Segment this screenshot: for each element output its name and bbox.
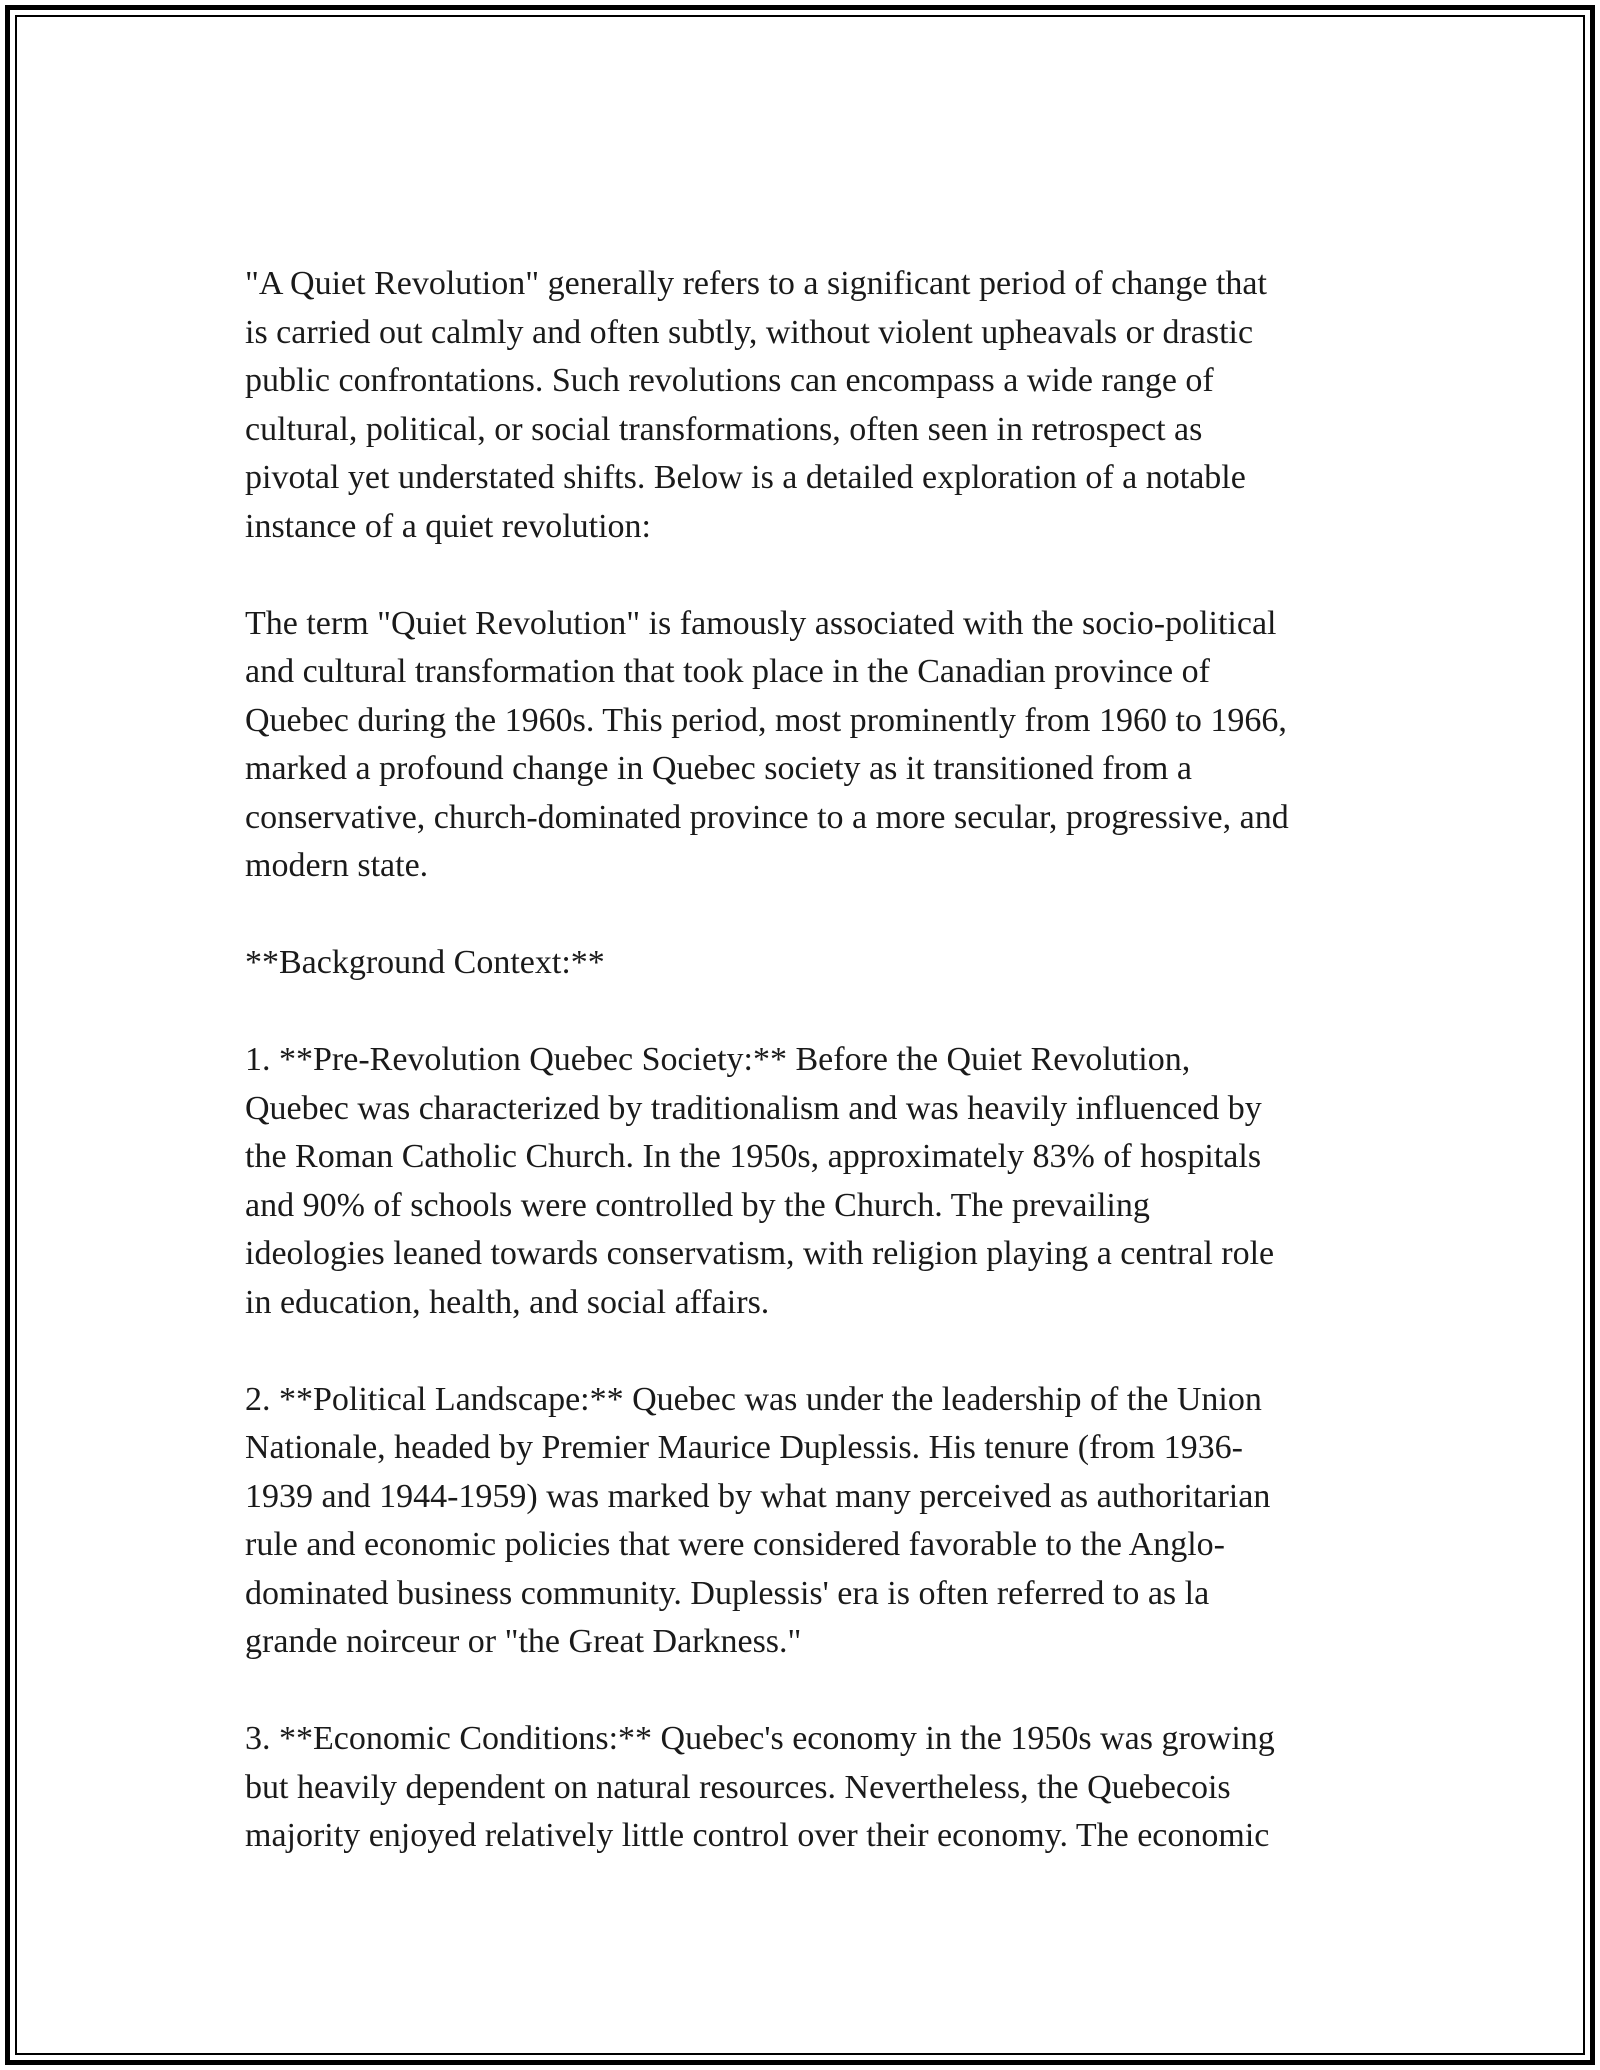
text-line: rule and economic policies that were considered favorable to the Anglo- — [245, 1526, 1225, 1563]
paragraph-point-2 — [245, 1376, 1395, 1667]
text-line: "A Quiet Revolution" generally refers to a significant period of change that — [245, 265, 1267, 302]
text-line: dominated business community. Duplessis' era is often referred to as la — [245, 1574, 1210, 1612]
text-line: marked a profound change in Quebec society as it transitioned from a — [245, 750, 1192, 787]
text-line: 1. **Pre-Revolution Quebec Society:** Before the Quiet Revolution, — [245, 1041, 1191, 1078]
paragraph-point-3 — [245, 1715, 1395, 1861]
text-line: public confrontations. Such revolutions can encompass a wide range of — [245, 362, 1214, 399]
paragraph-term — [245, 600, 1395, 891]
text-line: 2. **Political Landscape:** Quebec was under the leadership of the Union — [245, 1380, 1262, 1418]
section-heading-background — [245, 939, 1395, 988]
text-line: instance of a quiet revolution: — [245, 507, 651, 545]
text-line: **Background Context:** — [245, 944, 605, 981]
text-line: The term "Quiet Revolution" is famously associated with the socio-political — [245, 604, 1277, 642]
text-line: majority enjoyed relatively little control over their economy. The economic — [245, 1817, 1270, 1854]
text-line: in education, health, and social affairs. — [245, 1283, 770, 1321]
text-line: Quebec during the 1960s. This period, most prominently from 1960 to 1966, — [245, 701, 1287, 739]
text-line: Nationale, headed by Premier Maurice Duplessis. His tenure (from 1936- — [245, 1429, 1243, 1466]
text-line: pivotal yet understated shifts. Below is a detailed exploration of a notable — [245, 459, 1246, 496]
text-line: and cultural transformation that took place in the Canadian province of — [245, 653, 1210, 690]
document-body — [245, 260, 1395, 1909]
text-line: conservative, church-dominated province to a more secular, progressive, and — [245, 798, 1289, 836]
text-line: 1939 and 1944-1959) was marked by what many perceived as authoritarian — [245, 1477, 1271, 1515]
text-line: and 90% of schools were controlled by the Church. The prevailing — [245, 1186, 1150, 1224]
text-line: but heavily dependent on natural resources. Nevertheless, the Quebecois — [245, 1768, 1231, 1806]
paragraph-point-1 — [245, 1036, 1395, 1327]
text-line: the Roman Catholic Church. In the 1950s, approximately 83% of hospitals — [245, 1138, 1262, 1175]
text-line: ideologies leaned towards conservatism, with religion playing a central role — [245, 1235, 1275, 1272]
paragraph-intro — [245, 260, 1395, 551]
text-line: modern state. — [245, 847, 429, 884]
text-line: grande noirceur or "the Great Darkness." — [245, 1623, 802, 1660]
text-line: cultural, political, or social transformations, often seen in retrospect as — [245, 410, 1203, 448]
text-line: 3. **Economic Conditions:** Quebec's economy in the 1950s was growing — [245, 1720, 1275, 1757]
text-line: Quebec was characterized by traditionalism and was heavily influenced by — [245, 1089, 1262, 1127]
text-line: is carried out calmly and often subtly, without violent upheavals or drastic — [245, 313, 1254, 351]
page-frame — [5, 5, 1595, 2065]
